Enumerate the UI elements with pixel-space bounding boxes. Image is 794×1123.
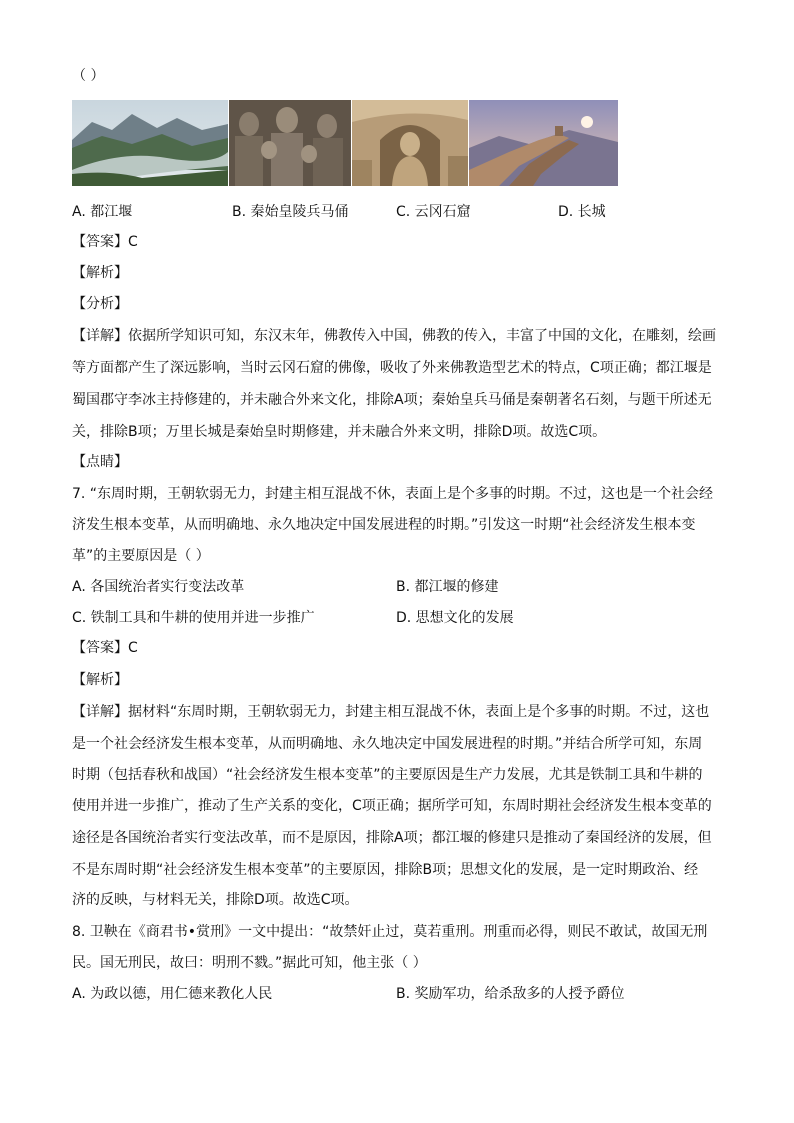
q7-detail-line-3: 时期（包括春秋和战国）“社会经济发生根本变革”的主要原因是生产力发展，尤其是铁制工具和牛耕的 — [72, 767, 703, 783]
q7-stem-line-2: 济发生根本变革，从而明确地、永久地决定中国发展进程的时期。”引发这一时期“社会经济发生根本变 — [72, 517, 696, 533]
q6-analysis-heading: 【解析】 — [72, 265, 128, 281]
dujiangyan-photo — [72, 100, 228, 186]
q6-option-c: C. 云冈石窟 — [396, 204, 471, 220]
q7-detail-line-2: 是一个社会经济发生根本变革，从而明确地、永久地决定中国发展进程的时期。”并结合所学可知，东周 — [72, 736, 703, 752]
great-wall-photo — [469, 100, 618, 186]
q6-option-d: D. 长城 — [558, 204, 606, 220]
q6-detail-line-1: 【详解】依据所学知识可知，东汉末年，佛教传入中国，佛教的传入，丰富了中国的文化，在雕刻，绘画 — [72, 328, 716, 344]
q7-detail-line-7: 济的反映，与材料无关，排除D项。故选C项。 — [72, 892, 359, 908]
q6-detail-line-3: 蜀国郡守李冰主持修建的，并未融合外来文化，排除A项；秦始皇兵马俑是秦朝著名石刻，与题干所述无 — [72, 392, 712, 408]
q6-option-a: A. 都江堰 — [72, 204, 133, 220]
q7-detail-line-1: 【详解】据材料“东周时期，王朝软弱无力，封建主相互混战不休，表面上是个多事的时期。不过，这也 — [72, 704, 710, 720]
q7-option-a: A. 各国统治者实行变法改革 — [72, 579, 245, 595]
q6-fenxi-heading: 【分析】 — [72, 296, 128, 312]
q8-stem-line-2: 民。国无刑民，故曰：明刑不戮。”据此可知，他主张（ ） — [72, 955, 427, 971]
q8-option-b: B. 奖励军功，给杀敌多的人授予爵位 — [396, 986, 625, 1002]
q6-option-b: B. 秦始皇陵兵马俑 — [232, 204, 349, 220]
image-strip — [72, 100, 618, 186]
yungang-grottoes-photo — [352, 100, 468, 186]
q7-answer: 【答案】C — [72, 640, 138, 656]
q7-analysis-heading: 【解析】 — [72, 672, 128, 688]
top-bracket: （ ） — [72, 68, 105, 84]
q7-stem-line-3: 革”的主要原因是（ ） — [72, 548, 210, 564]
q7-option-d: D. 思想文化的发展 — [396, 610, 514, 626]
q7-option-c: C. 铁制工具和牛耕的使用并进一步推广 — [72, 610, 315, 626]
q8-stem-line-1: 8. 卫鞅在《商君书•赏刑》一文中提出：“故禁奸止过，莫若重刑。刑重而必得，则民不敢试，故国无刑 — [72, 924, 708, 940]
q7-detail-line-5: 途径是各国统治者实行变法改革，而不是原因，排除A项；都江堰的修建只是推动了秦国经济的发展，但 — [72, 830, 712, 846]
q7-detail-line-4: 使用并进一步推广，推动了生产关系的变化，C项正确；据所学可知，东周时期社会经济发生根本变革的 — [72, 798, 712, 814]
terracotta-warriors-photo — [229, 100, 351, 186]
q7-stem-line-1: 7. “东周时期，王朝软弱无力，封建主相互混战不休，表面上是个多事的时期。不过，这也是一个社会经 — [72, 486, 714, 502]
q6-detail-line-2: 等方面都产生了深远影响，当时云冈石窟的佛像，吸收了外来佛教造型艺术的特点，C项正确；都江堰是 — [72, 360, 712, 376]
q8-option-a: A. 为政以德，用仁德来教化人民 — [72, 986, 273, 1002]
q7-option-b: B. 都江堰的修建 — [396, 579, 499, 595]
q7-detail-line-6: 不是东周时期“社会经济发生根本变革”的主要原因，排除B项；思想文化的发展，是一定时期政治、经 — [72, 862, 699, 878]
q6-answer: 【答案】C — [72, 234, 138, 250]
q6-dianjing-heading: 【点睛】 — [72, 454, 128, 470]
q6-detail-line-4: 关，排除B项；万里长城是秦始皇时期修建，并未融合外来文明，排除D项。故选C项。 — [72, 424, 607, 440]
